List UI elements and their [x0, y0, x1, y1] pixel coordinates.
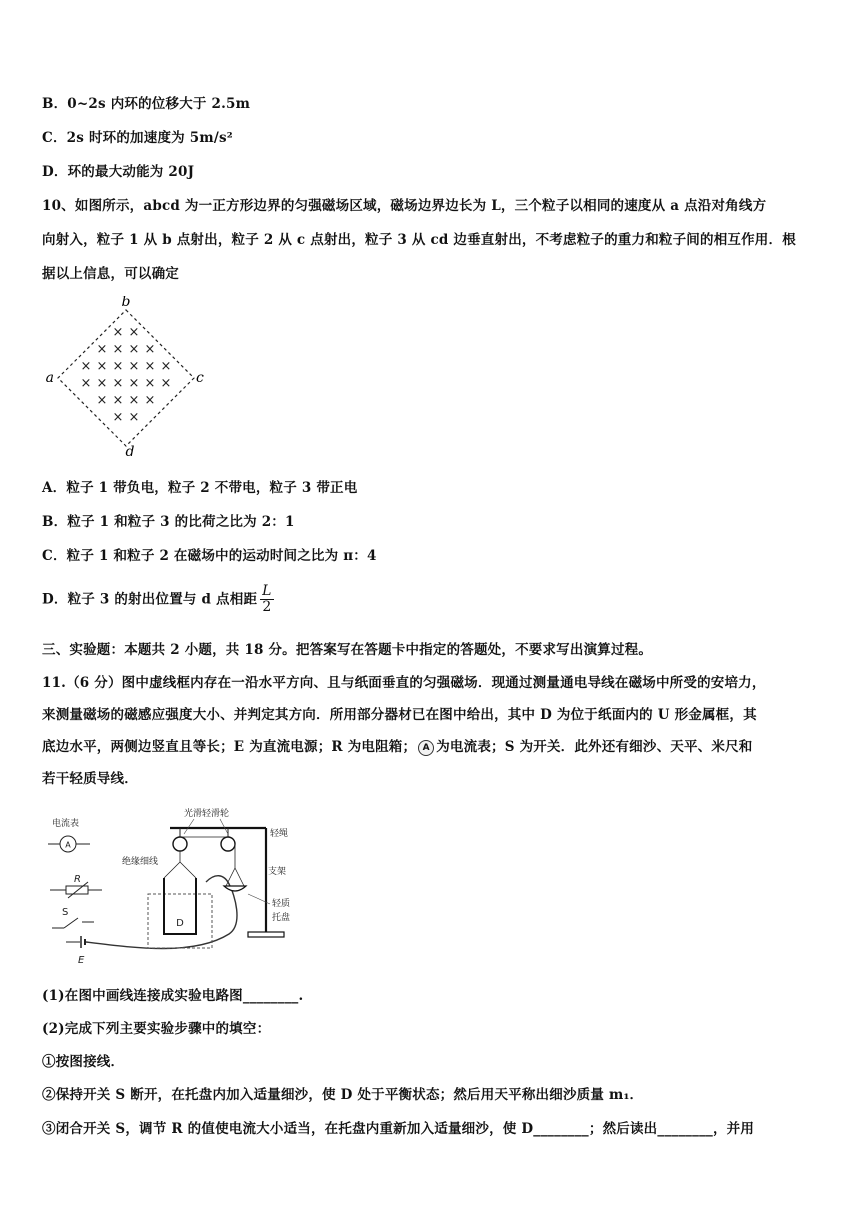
ammeter-label: 电流表	[52, 819, 80, 829]
field-cross-mark: ×	[96, 359, 108, 374]
option-b-q9: B．0~2s 内环的位移大于 2.5m	[42, 96, 251, 112]
question-11-line-2: 来测量磁场的磁感应强度大小、并判定其方向．所用部分器材已在图中给出，其中 D 为位于纸面内的 U 形金属框，其	[42, 707, 757, 723]
field-cross-mark: ×	[128, 393, 140, 408]
option-c-q9: C．2s 时环的加速度为 5m/s²	[42, 130, 233, 146]
resistor-box-icon	[66, 886, 88, 894]
ammeter-icon: A	[418, 740, 434, 756]
question-10-line-2: 向射入，粒子 1 从 b 点射出，粒子 2 从 c 点射出，粒子 3 从 cd 边垂直射出，不考虑粒子的重力和粒子间的相互作用．根	[42, 232, 796, 248]
option-c-q10: C．粒子 1 和粒子 2 在磁场中的运动时间之比为 π：4	[42, 548, 377, 564]
field-cross-mark: ×	[144, 342, 156, 357]
step-2: (2)完成下列主要实验步骤中的填空：	[42, 1021, 271, 1037]
wire-label: 绝缘细线	[122, 857, 159, 867]
field-cross-mark: ×	[80, 359, 92, 374]
stand-label: 支架	[268, 867, 287, 877]
source-label: E	[78, 955, 85, 966]
magnetic-field-square-figure	[44, 296, 214, 456]
resistor-label: R	[74, 874, 81, 885]
section-3-heading: 三、实验题：本题共 2 小题，共 18 分。把答案写在答题卡中指定的答题处，不要求写出演算过程。	[42, 642, 653, 658]
question-10-line-3: 据以上信息，可以确定	[42, 266, 179, 282]
step-1: (1)在图中画线连接成实验电路图________.	[42, 988, 304, 1004]
field-cross-mark: ×	[112, 325, 124, 340]
option-d-q9: D．环的最大动能为 20J	[42, 164, 195, 180]
pulley-left-icon	[173, 837, 187, 851]
step-circle-3: ③闭合开关 S，调节 R 的值使电流大小适当，在托盘内重新加入适量细沙，使 D________；然后读出________，并用	[42, 1121, 755, 1137]
field-cross-mark: ×	[112, 393, 124, 408]
vertex-d-label: d	[125, 444, 135, 456]
tray-label-2: 托盘	[272, 913, 291, 923]
pulley-label: 光滑轻滑轮	[184, 809, 230, 819]
step-circle-1: ①按图接线．	[42, 1054, 125, 1070]
field-cross-mark: ×	[96, 376, 108, 391]
field-cross-mark: ×	[144, 393, 156, 408]
field-cross-mark: ×	[128, 325, 140, 340]
question-11-line-1: 11.（6 分）图中虚线框内存在一沿水平方向、且与纸面垂直的匀强磁场．现通过测量通电导线在磁场中所受的安培力，	[42, 675, 766, 691]
field-cross-mark: ×	[112, 342, 124, 357]
field-cross-mark: ×	[160, 376, 172, 391]
question-11-line-3b: 为电流表；S 为开关．此外还有细沙、天平、米尺和	[436, 739, 753, 755]
vertex-b-label: b	[121, 296, 131, 310]
field-cross-mark: ×	[112, 410, 124, 425]
vertex-c-label: c	[196, 370, 204, 386]
question-11-line-3	[42, 735, 752, 756]
field-cross-mark: ×	[160, 359, 172, 374]
pulley-right-icon	[221, 837, 235, 851]
field-cross-mark: ×	[128, 376, 140, 391]
field-cross-mark: ×	[112, 376, 124, 391]
switch-label: S	[62, 907, 69, 918]
option-a-q10: A．粒子 1 带负电，粒子 2 不带电，粒子 3 带正电	[42, 480, 358, 496]
fraction-l-over-2	[260, 584, 274, 616]
experiment-apparatus-figure	[44, 798, 314, 970]
field-cross-mark: ×	[144, 376, 156, 391]
question-10-line-1: 10、如图所示，abcd 为一正方形边界的匀强磁场区域，磁场边界边长为 L，三个粒子以相同的速度从 a 点沿对角线方	[42, 198, 767, 214]
field-cross-mark: ×	[96, 342, 108, 357]
field-cross-mark: ×	[128, 359, 140, 374]
option-d-q10	[42, 584, 274, 616]
rope-label: 轻绳	[270, 829, 289, 839]
tray-icon	[224, 886, 246, 891]
tray-label-1: 轻质	[272, 899, 291, 909]
field-cross-mark: ×	[96, 393, 108, 408]
field-cross-mark: ×	[144, 359, 156, 374]
question-11-line-3a: 底边水平，两侧边竖直且等长；E 为直流电源；R 为电阻箱；	[42, 739, 417, 755]
field-cross-mark: ×	[128, 410, 140, 425]
fraction-denominator: 2	[262, 599, 272, 616]
field-cross-mark: ×	[112, 359, 124, 374]
question-11-line-4: 若干轻质导线．	[42, 771, 138, 787]
fraction-numerator: L	[262, 583, 272, 599]
option-b-q10: B．粒子 1 和粒子 3 的比荷之比为 2：1	[42, 514, 295, 530]
field-cross-mark: ×	[128, 342, 140, 357]
field-cross-mark: ×	[80, 376, 92, 391]
ammeter-symbol: A	[65, 840, 71, 850]
vertex-a-label: a	[45, 370, 54, 386]
frame-d-label: D	[176, 918, 184, 929]
option-d-q10-text: D．粒子 3 的射出位置与 d 点相距	[42, 591, 258, 608]
step-circle-2: ②保持开关 S 断开，在托盘内加入适量细沙，使 D 处于平衡状态；然后用天平称出细沙质量 m₁．	[42, 1087, 644, 1103]
